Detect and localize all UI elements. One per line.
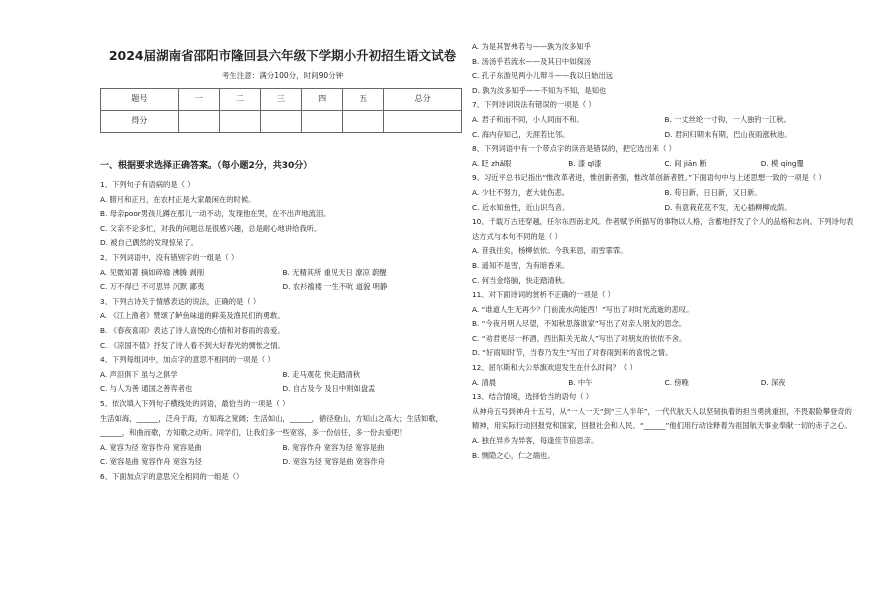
question-option: A. 君子和而不同，小人同而不和。	[472, 114, 584, 124]
score-cell	[219, 111, 260, 133]
score-cell	[384, 111, 462, 133]
question-option: D. 农衫褴褛 一生不吭 道貌 明静	[282, 282, 388, 292]
question-option: B. 漆 qī漆	[568, 158, 602, 168]
score-header-cell: 五	[343, 89, 384, 111]
right-column	[472, 0, 857, 463]
question-option: B. 恻隐之心，仁之端也。	[472, 450, 555, 460]
question-option: A. 《江上渔者》赞颂了鲈鱼味道的鲜美及渔民们的勇敢。	[100, 311, 285, 321]
question-option: C. 《凉国不值》抒发了诗人看不到大好春光的惆怅之情。	[100, 340, 285, 350]
question-option: A. 声泪俱下 虽与之俱学	[100, 369, 178, 379]
question-option: A. 清晨	[472, 377, 497, 387]
question-stem: 4、下列每组词中，加点字的意思不相同的一项是（ ）	[100, 355, 275, 365]
question-option: B. 苟日新，日日新，又日新。	[664, 187, 762, 197]
question-option: A. 眨 zhǎ眼	[472, 158, 512, 168]
question-option: A. 腊月和正月，在农村正是大家最闲在的时候。	[100, 194, 256, 204]
question-option: C. 与人为善 通国之善弈者也	[100, 384, 193, 394]
question-option: B. 遥知不是雪，为有暗香来。	[472, 260, 570, 270]
question-option: C. 何当金络脑，快走踏清秋。	[472, 275, 570, 285]
question-option: B. 中午	[568, 377, 593, 387]
question-option: A. 独在异乡为异客，每逢佳节倍思亲。	[472, 436, 599, 446]
score-cell	[178, 111, 219, 133]
question-option: B. 宽容作舟 宽容为径 宽容是曲	[282, 442, 385, 452]
question-stem: 11、对下面诗词的赏析不正确的一项是（ ）	[472, 290, 615, 300]
score-header-cell: 题号	[101, 89, 179, 111]
option-grid	[472, 113, 857, 142]
score-header-cell: 二	[219, 89, 260, 111]
question-option: B. 走马观花 快走踏清秋	[282, 369, 361, 379]
question-option: C. 海内存知己，天涯若比邻。	[472, 129, 570, 139]
exam-notice: 考生注意：满分100分，时间90分钟	[221, 71, 344, 80]
score-cell	[302, 111, 343, 133]
question-option: B. 无精其所 重见天日 潦凉 蔚醒	[282, 267, 387, 277]
left-column	[100, 0, 465, 484]
question-option: D. 孰为汝多知乎——不知为不知，是知也	[472, 85, 607, 95]
score-table-header-row	[101, 89, 462, 111]
score-row-label: 得分	[101, 111, 179, 133]
score-header-cell: 三	[260, 89, 301, 111]
question-stem: 3、下列古诗关于情感表达的说法，正确的是（ ）	[100, 296, 261, 306]
question-stem: 7、下列诗词说法有错误的一项是（ ）	[472, 100, 596, 110]
question-option: C. 间 jiān 断	[664, 158, 707, 168]
question-stem: 12、屈尔斯和大公举旗欢迎发生在什么时间？（ ）	[472, 363, 637, 373]
question-option: B. 母亲poor男孩儿蹲在那儿一动不动，发现他在哭，在不出声地流泪。	[100, 209, 331, 219]
exam-title: 2024届湖南省邵阳市隆回县六年级下学期小升初招生语文试卷	[108, 48, 457, 63]
question-paragraph: 生活如海，______，泛舟于海，方知海之宽阔；生活如山，______，循径登山，方知山之高大；生活如歌，______，和曲而歌，方知歌之动听。同学们，让我们多一些宽容，多一份信任，多一份去爱吧！	[100, 413, 443, 438]
question-option: A. 少壮不努力，老大徒伤悲。	[472, 187, 570, 197]
question-option: D. 自古及今 及日中则如盘盂	[282, 384, 376, 394]
score-table	[100, 88, 462, 133]
question-option: A. 宽容为径 宽容作舟 宽容是曲	[100, 442, 202, 452]
question-stem: 9、习近平总书记指出“惟改革者进，惟创新者强，惟改革创新者胜。”下面语句中与上述思想一致的一项是（ ）	[472, 173, 826, 183]
question-option: C. 万不得已 不可思异 沉默 鄙夷	[100, 282, 205, 292]
question-option: B. 汤汤乎若流水——及其日中如探汤	[472, 56, 592, 66]
question-stem: 8、下列词语中有一个带点字的读音是错误的，把它选出来（ ）	[472, 144, 676, 154]
option-grid	[100, 441, 465, 470]
score-header-cell: 一	[178, 89, 219, 111]
section-heading: 一、根据要求选择正确答案。（每小题2分，共30分）	[100, 161, 313, 171]
question-stem: 13、结合情境，选择恰当的语句（ ）	[472, 392, 594, 402]
question-option: D. 有意栽花花不发，无心插柳柳成荫。	[664, 202, 792, 212]
question-option: B. 《春夜喜雨》表达了诗人喜悦的心情和对春雨的喜爱。	[100, 325, 285, 335]
question-option: D. 君问归期未有期，巴山夜雨涨秋池。	[664, 129, 792, 139]
question-option: D. 模 qíng覆	[760, 158, 804, 168]
question-stem: 2、下列词语中，没有错别字的一组是（ ）	[100, 252, 239, 262]
question-option: D. 深夜	[760, 377, 786, 387]
question-option: A. “谁道人生无再少？门前流水尚能西！”写出了对时光流逝的悲叹。	[472, 304, 694, 314]
question-option: B. “今夜月明人尽望，不知秋思落谁家”写出了对亲人朋友的思念。	[472, 319, 687, 329]
question-option: C. “劝君更尽一杯酒，西出阳关无故人”写出了对朋友的依依不舍。	[472, 333, 687, 343]
score-header-cell: 总分	[384, 89, 462, 111]
score-cell	[343, 111, 384, 133]
score-table-score-row	[101, 111, 462, 133]
score-cell	[260, 111, 301, 133]
question-option: A. 为是其智弗若与——孰为汝多知乎	[472, 42, 591, 51]
question-option: C. 傍晚	[664, 377, 689, 387]
question-stem: 5、依次填入下列句子横线处的词语，最恰当的一项是（ ）	[100, 398, 290, 408]
option-grid	[472, 376, 857, 391]
question-option: C. 宽容是曲 宽容作舟 宽容为径	[100, 457, 202, 467]
question-option: D. 被自己偶然的发现惊呆了。	[100, 238, 198, 248]
question-option: D. “好雨知时节，当春乃发生”写出了对春雨到来的喜悦之情。	[472, 348, 673, 358]
question-option: B. 一丈丝纶一寸钩，一人独钓一江秋。	[664, 114, 791, 124]
question-option: C. 父亲不论多忙，对我的问题总是很感兴趣，总是耐心地讲给我听。	[100, 223, 322, 233]
question-option: C. 近水知鱼性，近山识鸟音。	[472, 202, 570, 212]
option-grid	[100, 368, 465, 397]
question-option: D. 宽容为径 宽容是曲 宽容作舟	[282, 457, 385, 467]
option-grid	[472, 186, 857, 215]
option-grid	[100, 266, 465, 295]
question-stem: 1、下列句子有语病的是（ ）	[100, 180, 195, 189]
question-paragraph: 从神舟五号到神舟十五号，从“一人一天”到“三人半年”，一代代航天人以坚韧执着的担当勇挑重担，不畏艰险攀登奇的精神，用实际行动回报党和国家，回报社会和人民。“______”他们用行动诠释着为祖国航天事业奉献一切的赤子之心。	[472, 406, 852, 431]
question-option: A. 见微知著 摘如碎瑜 沸腾 剥削	[100, 267, 205, 277]
question-stem: 10、千载万古还穿越，任尔东西南北风。作者赋予所描写的事物以人格，含蓄地抒发了个人的品格和志向。下列诗句表达方式与本句不同的是（ ）	[472, 217, 854, 241]
question-stem: 6、下面加点字的意思完全相同的一组是（）	[100, 471, 244, 481]
option-grid	[472, 157, 857, 172]
score-header-cell: 四	[302, 89, 343, 111]
question-option: A. 昔我往矣，杨柳依依。今我来思，雨雪霏霏。	[472, 246, 628, 256]
question-option: C. 孔子东游见两小儿辩斗——我以日始出远	[472, 71, 614, 81]
